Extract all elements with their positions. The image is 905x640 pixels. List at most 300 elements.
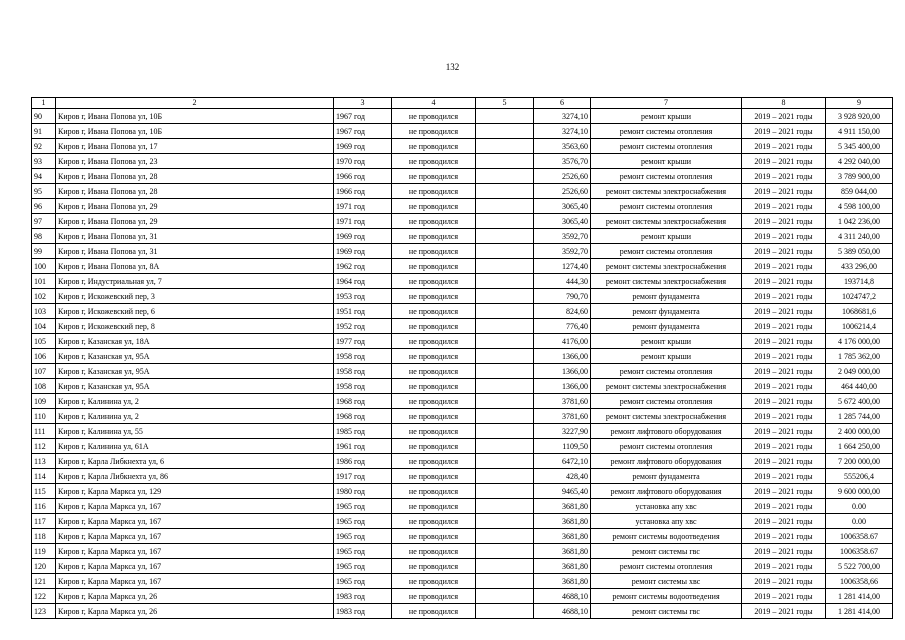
table-row xyxy=(32,244,893,259)
address-cell: Киров г, Калинина ул, 2 xyxy=(56,409,334,424)
address-cell: Киров г, Карла Маркса ул, 167 xyxy=(56,499,334,514)
table-row xyxy=(32,409,893,424)
table-row xyxy=(32,394,893,409)
survey-cell: не проводился xyxy=(392,409,476,424)
table-row xyxy=(32,229,893,244)
address-cell: Киров г, Ивана Попова ул, 31 xyxy=(56,229,334,244)
year-built-cell: 1965 год xyxy=(334,544,392,559)
col5-cell xyxy=(476,574,534,589)
col5-cell xyxy=(476,499,534,514)
cost-cell: 4 176 000,00 xyxy=(826,334,893,349)
cost-cell: 7 200 000,00 xyxy=(826,454,893,469)
year-built-cell: 1985 год xyxy=(334,424,392,439)
cost-cell: 0.00 xyxy=(826,514,893,529)
year-built-cell: 1958 год xyxy=(334,379,392,394)
col5-cell xyxy=(476,304,534,319)
period-cell: 2019 – 2021 годы xyxy=(742,259,826,274)
row-number: 117 xyxy=(32,514,56,529)
period-cell: 2019 – 2021 годы xyxy=(742,604,826,619)
survey-cell: не проводился xyxy=(392,124,476,139)
work-type-cell: ремонт системы гвс xyxy=(591,604,742,619)
col5-cell xyxy=(476,334,534,349)
row-number: 119 xyxy=(32,544,56,559)
area-cell: 1366,00 xyxy=(534,364,591,379)
year-built-cell: 1969 год xyxy=(334,229,392,244)
address-cell: Киров г, Ивана Попова ул, 29 xyxy=(56,214,334,229)
address-cell: Киров г, Ивана Попова ул, 23 xyxy=(56,154,334,169)
period-cell: 2019 – 2021 годы xyxy=(742,274,826,289)
work-type-cell: ремонт системы гвс xyxy=(591,544,742,559)
row-number: 106 xyxy=(32,349,56,364)
period-cell: 2019 – 2021 годы xyxy=(742,124,826,139)
period-cell: 2019 – 2021 годы xyxy=(742,229,826,244)
work-type-cell: ремонт лифтового оборудования xyxy=(591,454,742,469)
col-header-9: 9 xyxy=(826,98,893,109)
year-built-cell: 1966 год xyxy=(334,169,392,184)
year-built-cell: 1951 год xyxy=(334,304,392,319)
survey-cell: не проводился xyxy=(392,259,476,274)
year-built-cell: 1958 год xyxy=(334,349,392,364)
col5-cell xyxy=(476,184,534,199)
col5-cell xyxy=(476,154,534,169)
period-cell: 2019 – 2021 годы xyxy=(742,574,826,589)
address-cell: Киров г, Ивана Попова ул, 31 xyxy=(56,244,334,259)
col5-cell xyxy=(476,349,534,364)
survey-cell: не проводился xyxy=(392,199,476,214)
row-number: 120 xyxy=(32,559,56,574)
table-row xyxy=(32,514,893,529)
row-number: 92 xyxy=(32,139,56,154)
row-number: 90 xyxy=(32,109,56,124)
cost-cell: 1 785 362,00 xyxy=(826,349,893,364)
survey-cell: не проводился xyxy=(392,319,476,334)
year-built-cell: 1952 год xyxy=(334,319,392,334)
period-cell: 2019 – 2021 годы xyxy=(742,544,826,559)
col-header-8: 8 xyxy=(742,98,826,109)
work-type-cell: ремонт системы хвс xyxy=(591,574,742,589)
col5-cell xyxy=(476,274,534,289)
year-built-cell: 1953 год xyxy=(334,289,392,304)
survey-cell: не проводился xyxy=(392,334,476,349)
year-built-cell: 1965 год xyxy=(334,529,392,544)
survey-cell: не проводился xyxy=(392,454,476,469)
table-row xyxy=(32,379,893,394)
row-number: 110 xyxy=(32,409,56,424)
year-built-cell: 1980 год xyxy=(334,484,392,499)
year-built-cell: 1965 год xyxy=(334,499,392,514)
period-cell: 2019 – 2021 годы xyxy=(742,439,826,454)
year-built-cell: 1967 год xyxy=(334,109,392,124)
table-row xyxy=(32,424,893,439)
cost-cell: 1006358.67 xyxy=(826,529,893,544)
year-built-cell: 1917 год xyxy=(334,469,392,484)
row-number: 112 xyxy=(32,439,56,454)
cost-cell: 5 672 400,00 xyxy=(826,394,893,409)
address-cell: Киров г, Искожевский пер, 6 xyxy=(56,304,334,319)
survey-cell: не проводился xyxy=(392,439,476,454)
address-cell: Киров г, Карла Маркса ул, 167 xyxy=(56,574,334,589)
year-built-cell: 1965 год xyxy=(334,574,392,589)
period-cell: 2019 – 2021 годы xyxy=(742,409,826,424)
area-cell: 3681,80 xyxy=(534,499,591,514)
col-header-7: 7 xyxy=(591,98,742,109)
col5-cell xyxy=(476,559,534,574)
year-built-cell: 1958 год xyxy=(334,364,392,379)
address-cell: Киров г, Калинина ул, 2 xyxy=(56,394,334,409)
survey-cell: не проводился xyxy=(392,529,476,544)
row-number: 105 xyxy=(32,334,56,349)
col5-cell xyxy=(476,364,534,379)
year-built-cell: 1967 год xyxy=(334,124,392,139)
work-type-cell: ремонт системы электроснабжения xyxy=(591,259,742,274)
address-cell: Киров г, Казанская ул, 95А xyxy=(56,364,334,379)
survey-cell: не проводился xyxy=(392,364,476,379)
page-number: 132 xyxy=(445,62,460,72)
survey-cell: не проводился xyxy=(392,304,476,319)
survey-cell: не проводился xyxy=(392,289,476,304)
cost-cell: 1 042 236,00 xyxy=(826,214,893,229)
area-cell: 428,40 xyxy=(534,469,591,484)
area-cell: 1366,00 xyxy=(534,379,591,394)
row-number: 103 xyxy=(32,304,56,319)
period-cell: 2019 – 2021 годы xyxy=(742,559,826,574)
table-row xyxy=(32,199,893,214)
work-type-cell: ремонт фундамента xyxy=(591,289,742,304)
year-built-cell: 1968 год xyxy=(334,409,392,424)
address-cell: Киров г, Ивана Попова ул, 28 xyxy=(56,184,334,199)
cost-cell: 193714,8 xyxy=(826,274,893,289)
cost-cell: 5 389 050,00 xyxy=(826,244,893,259)
row-number: 107 xyxy=(32,364,56,379)
survey-cell: не проводился xyxy=(392,469,476,484)
work-type-cell: ремонт крыши xyxy=(591,229,742,244)
col5-cell xyxy=(476,259,534,274)
work-type-cell: ремонт крыши xyxy=(591,349,742,364)
area-cell: 3681,80 xyxy=(534,559,591,574)
row-number: 122 xyxy=(32,589,56,604)
period-cell: 2019 – 2021 годы xyxy=(742,349,826,364)
row-number: 121 xyxy=(32,574,56,589)
address-cell: Киров г, Карла Маркса ул, 26 xyxy=(56,604,334,619)
address-cell: Киров г, Искожевский пер, 8 xyxy=(56,319,334,334)
row-number: 93 xyxy=(32,154,56,169)
cost-cell: 2 400 000,00 xyxy=(826,424,893,439)
cost-cell: 9 600 000,00 xyxy=(826,484,893,499)
work-type-cell: ремонт системы отопления xyxy=(591,199,742,214)
survey-cell: не проводился xyxy=(392,349,476,364)
address-cell: Киров г, Карла Маркса ул, 167 xyxy=(56,559,334,574)
period-cell: 2019 – 2021 годы xyxy=(742,289,826,304)
table-row xyxy=(32,469,893,484)
cost-cell: 1 664 250,00 xyxy=(826,439,893,454)
col-header-3: 3 xyxy=(334,98,392,109)
year-built-cell: 1970 год xyxy=(334,154,392,169)
work-type-cell: ремонт системы водоотведения xyxy=(591,589,742,604)
area-cell: 1109,50 xyxy=(534,439,591,454)
col5-cell xyxy=(476,124,534,139)
row-number: 108 xyxy=(32,379,56,394)
table-row xyxy=(32,289,893,304)
cost-cell: 1024747,2 xyxy=(826,289,893,304)
cost-cell: 555206,4 xyxy=(826,469,893,484)
col5-cell xyxy=(476,544,534,559)
period-cell: 2019 – 2021 годы xyxy=(742,109,826,124)
year-built-cell: 1966 год xyxy=(334,184,392,199)
area-cell: 776,40 xyxy=(534,319,591,334)
period-cell: 2019 – 2021 годы xyxy=(742,469,826,484)
address-cell: Киров г, Карла Либкнехта ул, 6 xyxy=(56,454,334,469)
year-built-cell: 1969 год xyxy=(334,139,392,154)
col5-cell xyxy=(476,469,534,484)
row-number: 97 xyxy=(32,214,56,229)
area-cell: 3592,70 xyxy=(534,229,591,244)
row-number: 96 xyxy=(32,199,56,214)
period-cell: 2019 – 2021 годы xyxy=(742,169,826,184)
year-built-cell: 1968 год xyxy=(334,394,392,409)
address-cell: Киров г, Ивана Попова ул, 29 xyxy=(56,199,334,214)
address-cell: Киров г, Карла Маркса ул, 129 xyxy=(56,484,334,499)
row-number: 111 xyxy=(32,424,56,439)
table-row xyxy=(32,454,893,469)
area-cell: 6472,10 xyxy=(534,454,591,469)
address-cell: Киров г, Ивана Попова ул, 28 xyxy=(56,169,334,184)
col5-cell xyxy=(476,214,534,229)
work-type-cell: ремонт фундамента xyxy=(591,304,742,319)
cost-cell: 1 281 414,00 xyxy=(826,589,893,604)
row-number: 100 xyxy=(32,259,56,274)
col5-cell xyxy=(476,514,534,529)
area-cell: 3681,80 xyxy=(534,544,591,559)
address-cell: Киров г, Карла Маркса ул, 167 xyxy=(56,544,334,559)
survey-cell: не проводился xyxy=(392,214,476,229)
area-cell: 3065,40 xyxy=(534,199,591,214)
address-cell: Киров г, Индустриальная ул, 7 xyxy=(56,274,334,289)
survey-cell: не проводился xyxy=(392,589,476,604)
col-header-2: 2 xyxy=(56,98,334,109)
address-cell: Киров г, Карла Маркса ул, 26 xyxy=(56,589,334,604)
area-cell: 3563,60 xyxy=(534,139,591,154)
area-cell: 790,70 xyxy=(534,289,591,304)
address-cell: Киров г, Калинина ул, 61А xyxy=(56,439,334,454)
table-row xyxy=(32,484,893,499)
cost-cell: 4 911 150,00 xyxy=(826,124,893,139)
survey-cell: не проводился xyxy=(392,244,476,259)
year-built-cell: 1961 год xyxy=(334,439,392,454)
address-cell: Киров г, Карла Маркса ул, 167 xyxy=(56,514,334,529)
col5-cell xyxy=(476,289,534,304)
table-row xyxy=(32,574,893,589)
work-type-cell: установка апу хвс xyxy=(591,499,742,514)
work-type-cell: ремонт системы отопления xyxy=(591,439,742,454)
col5-cell xyxy=(476,424,534,439)
survey-cell: не проводился xyxy=(392,229,476,244)
address-cell: Киров г, Ивана Попова ул, 17 xyxy=(56,139,334,154)
cost-cell: 1006214,4 xyxy=(826,319,893,334)
col5-cell xyxy=(476,319,534,334)
row-number: 99 xyxy=(32,244,56,259)
row-number: 113 xyxy=(32,454,56,469)
period-cell: 2019 – 2021 годы xyxy=(742,199,826,214)
table-row xyxy=(32,604,893,619)
table-row xyxy=(32,559,893,574)
area-cell: 3274,10 xyxy=(534,109,591,124)
period-cell: 2019 – 2021 годы xyxy=(742,484,826,499)
work-type-cell: ремонт системы отопления xyxy=(591,244,742,259)
table-row xyxy=(32,304,893,319)
row-number: 115 xyxy=(32,484,56,499)
cost-cell: 1068681,6 xyxy=(826,304,893,319)
area-cell: 3781,60 xyxy=(534,394,591,409)
row-number: 123 xyxy=(32,604,56,619)
cost-cell: 1 285 744,00 xyxy=(826,409,893,424)
year-built-cell: 1971 год xyxy=(334,214,392,229)
table-row xyxy=(32,529,893,544)
area-cell: 3681,80 xyxy=(534,514,591,529)
col5-cell xyxy=(476,454,534,469)
table-row xyxy=(32,319,893,334)
work-type-cell: ремонт крыши xyxy=(591,109,742,124)
work-type-cell: ремонт системы электроснабжения xyxy=(591,184,742,199)
survey-cell: не проводился xyxy=(392,604,476,619)
work-type-cell: ремонт фундамента xyxy=(591,469,742,484)
survey-cell: не проводился xyxy=(392,274,476,289)
work-type-cell: ремонт системы электроснабжения xyxy=(591,409,742,424)
row-number: 116 xyxy=(32,499,56,514)
area-cell: 444,30 xyxy=(534,274,591,289)
cost-cell: 0.00 xyxy=(826,499,893,514)
cost-cell: 3 928 920,00 xyxy=(826,109,893,124)
period-cell: 2019 – 2021 годы xyxy=(742,334,826,349)
work-type-cell: ремонт системы электроснабжения xyxy=(591,214,742,229)
year-built-cell: 1983 год xyxy=(334,604,392,619)
col5-cell xyxy=(476,484,534,499)
cost-cell: 859 044,00 xyxy=(826,184,893,199)
address-cell: Киров г, Казанская ул, 95А xyxy=(56,349,334,364)
work-type-cell: ремонт крыши xyxy=(591,334,742,349)
cost-cell: 4 292 040,00 xyxy=(826,154,893,169)
row-number: 94 xyxy=(32,169,56,184)
survey-cell: не проводился xyxy=(392,154,476,169)
address-cell: Киров г, Ивана Попова ул, 10Б xyxy=(56,124,334,139)
row-number: 118 xyxy=(32,529,56,544)
col5-cell xyxy=(476,529,534,544)
area-cell: 1274,40 xyxy=(534,259,591,274)
address-cell: Киров г, Казанская ул, 18А xyxy=(56,334,334,349)
survey-cell: не проводился xyxy=(392,559,476,574)
period-cell: 2019 – 2021 годы xyxy=(742,244,826,259)
year-built-cell: 1977 год xyxy=(334,334,392,349)
table-row xyxy=(32,334,893,349)
work-type-cell: ремонт крыши xyxy=(591,154,742,169)
period-cell: 2019 – 2021 годы xyxy=(742,454,826,469)
cost-cell: 464 440,00 xyxy=(826,379,893,394)
col-header-6: 6 xyxy=(534,98,591,109)
survey-cell: не проводился xyxy=(392,139,476,154)
repair-schedule-table xyxy=(31,97,893,619)
survey-cell: не проводился xyxy=(392,514,476,529)
work-type-cell: ремонт системы отопления xyxy=(591,124,742,139)
address-cell: Киров г, Ивана Попова ул, 8А xyxy=(56,259,334,274)
table-row xyxy=(32,184,893,199)
table-row xyxy=(32,109,893,124)
work-type-cell: ремонт системы отопления xyxy=(591,139,742,154)
table-row xyxy=(32,349,893,364)
survey-cell: не проводился xyxy=(392,544,476,559)
table-row xyxy=(32,499,893,514)
table-row xyxy=(32,124,893,139)
cost-cell: 1006358.67 xyxy=(826,544,893,559)
col5-cell xyxy=(476,229,534,244)
table-row xyxy=(32,139,893,154)
survey-cell: не проводился xyxy=(392,184,476,199)
col5-cell xyxy=(476,394,534,409)
work-type-cell: ремонт системы отопления xyxy=(591,364,742,379)
period-cell: 2019 – 2021 годы xyxy=(742,154,826,169)
table-row xyxy=(32,274,893,289)
survey-cell: не проводился xyxy=(392,484,476,499)
work-type-cell: ремонт лифтового оборудования xyxy=(591,484,742,499)
year-built-cell: 1965 год xyxy=(334,559,392,574)
year-built-cell: 1965 год xyxy=(334,514,392,529)
area-cell: 2526,60 xyxy=(534,184,591,199)
row-number: 102 xyxy=(32,289,56,304)
period-cell: 2019 – 2021 годы xyxy=(742,499,826,514)
area-cell: 4176,00 xyxy=(534,334,591,349)
address-cell: Киров г, Искожевский пер, 3 xyxy=(56,289,334,304)
period-cell: 2019 – 2021 годы xyxy=(742,364,826,379)
address-cell: Киров г, Калинина ул, 55 xyxy=(56,424,334,439)
address-cell: Киров г, Ивана Попова ул, 10Б xyxy=(56,109,334,124)
year-built-cell: 1969 год xyxy=(334,244,392,259)
col5-cell xyxy=(476,109,534,124)
address-cell: Киров г, Карла Маркса ул, 167 xyxy=(56,529,334,544)
col5-cell xyxy=(476,589,534,604)
col5-cell xyxy=(476,199,534,214)
col-header-1: 1 xyxy=(32,98,56,109)
cost-cell: 3 789 900,00 xyxy=(826,169,893,184)
area-cell: 3576,70 xyxy=(534,154,591,169)
work-type-cell: ремонт системы отопления xyxy=(591,559,742,574)
area-cell: 1366,00 xyxy=(534,349,591,364)
address-cell: Киров г, Карла Либкнехта ул, 86 xyxy=(56,469,334,484)
work-type-cell: ремонт системы водоотведения xyxy=(591,529,742,544)
period-cell: 2019 – 2021 годы xyxy=(742,214,826,229)
area-cell: 3681,80 xyxy=(534,574,591,589)
cost-cell: 5 345 400,00 xyxy=(826,139,893,154)
row-number: 109 xyxy=(32,394,56,409)
period-cell: 2019 – 2021 годы xyxy=(742,424,826,439)
survey-cell: не проводился xyxy=(392,169,476,184)
cost-cell: 4 598 100,00 xyxy=(826,199,893,214)
cost-cell: 433 296,00 xyxy=(826,259,893,274)
row-number: 104 xyxy=(32,319,56,334)
table-body xyxy=(32,109,893,619)
col5-cell xyxy=(476,139,534,154)
year-built-cell: 1971 год xyxy=(334,199,392,214)
period-cell: 2019 – 2021 годы xyxy=(742,394,826,409)
survey-cell: не проводился xyxy=(392,379,476,394)
cost-cell: 4 311 240,00 xyxy=(826,229,893,244)
survey-cell: не проводился xyxy=(392,109,476,124)
table-row xyxy=(32,169,893,184)
area-cell: 2526,60 xyxy=(534,169,591,184)
address-cell: Киров г, Казанская ул, 95А xyxy=(56,379,334,394)
row-number: 114 xyxy=(32,469,56,484)
row-number: 91 xyxy=(32,124,56,139)
survey-cell: не проводился xyxy=(392,394,476,409)
year-built-cell: 1986 год xyxy=(334,454,392,469)
work-type-cell: ремонт лифтового оборудования xyxy=(591,424,742,439)
